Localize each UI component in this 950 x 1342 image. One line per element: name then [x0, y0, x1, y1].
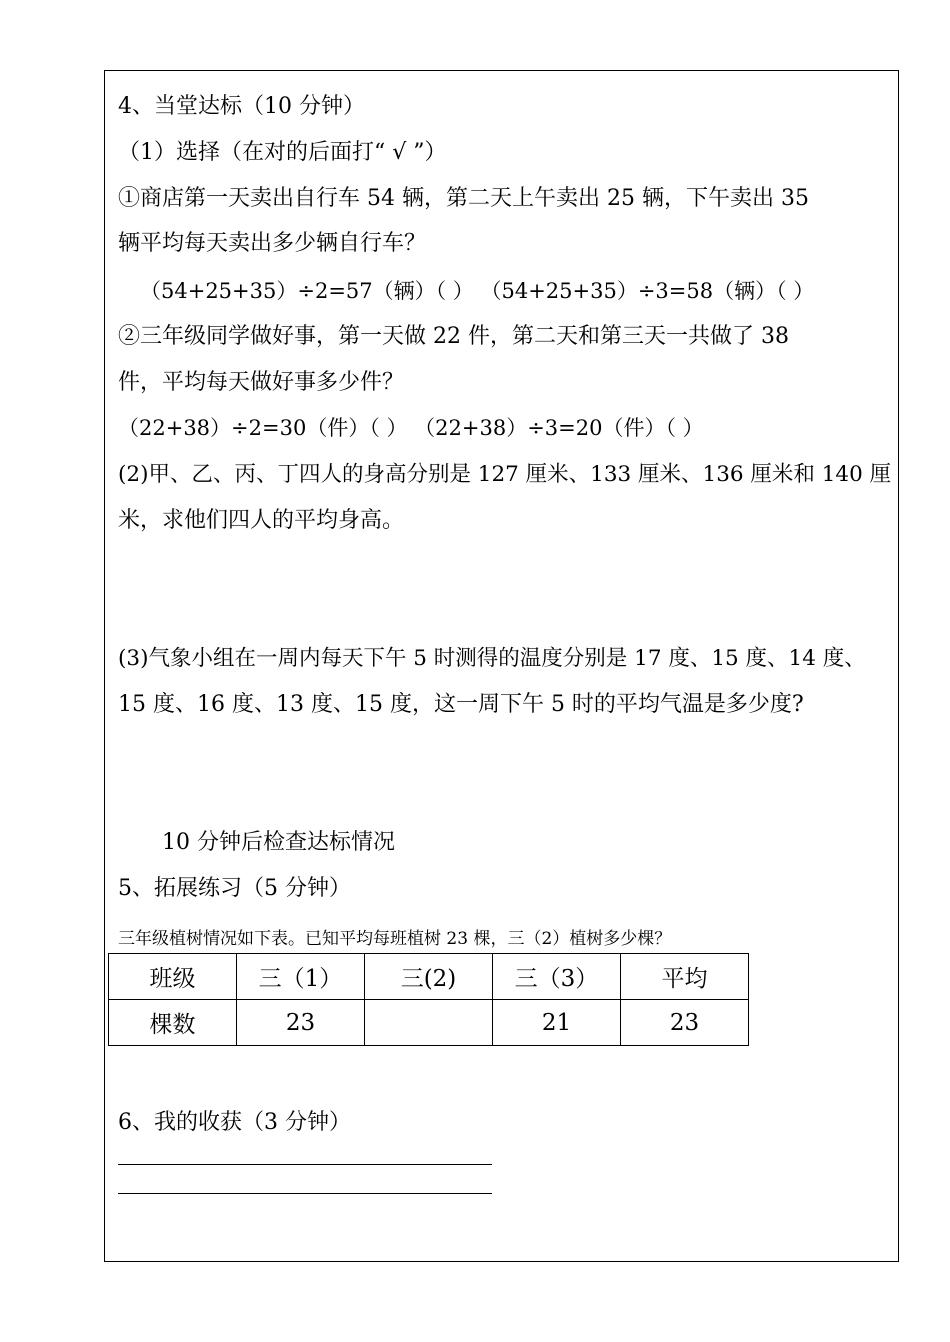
table-cell: 平均 — [621, 954, 749, 1000]
part2-line2: 米，求他们四人的平均身高。 — [118, 508, 405, 533]
section5-heading: 5、拓展练习（5 分钟） — [118, 876, 351, 901]
part1-title: （1）选择（在对的后面打“ √ ”） — [118, 140, 447, 165]
q2-line2: 件，平均每天做好事多少件？ — [118, 370, 405, 395]
table-cell: 三（3） — [493, 954, 621, 1000]
q2-line1: ②三年级同学做好事，第一天做 22 件，第二天和第三天一共做了 38 — [118, 324, 789, 349]
table-cell: 班级 — [109, 954, 237, 1000]
section5-question: 三年级植树情况如下表。已知平均每班植树 23 棵，三（2）植树多少棵？ — [118, 929, 672, 949]
table-cell-blank — [365, 1000, 493, 1046]
table-cell: 棵数 — [109, 1000, 237, 1046]
q1-line2: 辆平均每天卖出多少辆自行车？ — [118, 231, 427, 256]
part3-line2: 15 度、16 度、13 度、15 度，这一周下午 5 时的平均气温是多少度? — [118, 692, 804, 717]
check-note: 10 分钟后检查达标情况 — [162, 830, 395, 855]
section4-heading: 4、当堂达标（10 分钟） — [118, 94, 365, 119]
q1-line1: ①商店第一天卖出自行车 54 辆，第二天上午卖出 25 辆，下午卖出 35 — [118, 186, 809, 211]
table-cell: 23 — [237, 1000, 365, 1046]
table-cell: 三（1） — [237, 954, 365, 1000]
part3-line1: (3)气象小组在一周内每天下午 5 时测得的温度分别是 17 度、15 度、14 度、 — [118, 646, 866, 671]
answer-line — [118, 1164, 492, 1165]
table-cell: 23 — [621, 1000, 749, 1046]
table-cell: 21 — [493, 1000, 621, 1046]
table-cell: 三(2) — [365, 954, 493, 1000]
table-header-row — [109, 954, 749, 1000]
part2-line1: (2)甲、乙、丙、丁四人的身高分别是 127 厘米、133 厘米、136 厘米和 140 厘 — [118, 462, 892, 487]
table-row — [109, 1000, 749, 1046]
q1-options: （54+25+35）÷2=57（辆）（ ） （54+25+35）÷3=58（辆）（ ） — [140, 279, 815, 303]
answer-line — [118, 1193, 492, 1194]
q2-options: （22+38）÷2=30（件）（ ） （22+38）÷3=20（件）（ ） — [118, 416, 704, 440]
tree-planting-table — [108, 953, 749, 1046]
section6-heading: 6、我的收获（3 分钟） — [118, 1110, 351, 1135]
